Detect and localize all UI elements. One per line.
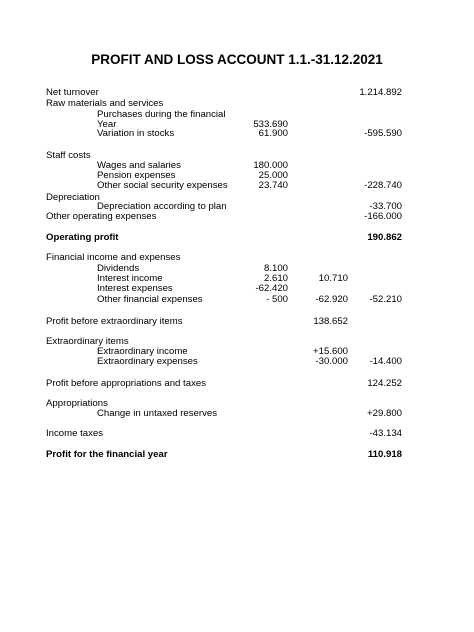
row-label: Other operating expenses [46,211,157,222]
statement-row [0,128,474,140]
row-label: Variation in stocks [97,128,175,139]
amount-c3: -228.740 [364,180,402,191]
statement-row [0,294,474,306]
row-label: Extraordinary items [46,336,129,347]
amount-c1: 23.740 [258,180,288,191]
row-label: Change in untaxed reserves [97,408,217,419]
row-label: Net turnover [46,87,99,98]
statement-row [0,449,474,461]
amount-c2: 10.710 [318,273,348,284]
row-label: Purchases during the financial [97,109,226,120]
amount-c1: 25.000 [258,170,288,181]
amount-c1: 180.000 [253,160,288,171]
statement-row [0,378,474,390]
statement-row [0,232,474,244]
amount-c1: 533.690 [253,119,288,130]
row-label: Wages and salaries [97,160,181,171]
row-label: Extraordinary income [97,346,188,357]
row-label: Pension expenses [97,170,176,181]
amount-c1: -62.420 [255,283,288,294]
amount-c3: -14.400 [369,356,402,367]
amount-c3: -52.210 [369,294,402,305]
amount-c2: -30.000 [315,356,348,367]
amount-c1: 8.100 [263,263,288,274]
row-label: Other social security expenses [97,180,228,191]
amount-c3: -595.590 [364,128,402,139]
row-label: Dividends [97,263,140,274]
row-label: Year [97,119,117,130]
amount-c3: 110.918 [367,449,402,460]
amount-c1: - 500 [266,294,288,305]
amount-c1: 2.610 [263,273,288,284]
row-label: Profit for the financial year [46,449,168,460]
row-label: Financial income and expenses [46,252,181,263]
row-label: Appropriations [46,398,108,409]
statement-row [0,356,474,368]
amount-c2: 138.652 [313,316,348,327]
statement-row [0,180,474,192]
row-label: Income taxes [46,428,104,439]
amount-c3: 190.862 [367,232,402,243]
amount-c3: +29.800 [367,408,402,419]
statement-row [0,428,474,440]
row-label: Operating profit [46,232,119,243]
row-label: Other financial expenses [97,294,203,305]
amount-c2: -62.920 [315,294,348,305]
amount-c2: +15.600 [313,346,348,357]
row-label: Extraordinary expenses [97,356,198,367]
page-title: PROFIT AND LOSS ACCOUNT 1.1.-31.12.2021 [91,52,383,67]
amount-c3: 1.214.892 [359,87,402,98]
statement-row [0,408,474,420]
row-label: Profit before appropriations and taxes [46,378,206,389]
amount-c3: -33.700 [369,201,402,212]
row-label: Interest income [97,273,163,284]
row-label: Interest expenses [97,283,173,294]
amount-c3: -166.000 [364,211,402,222]
amount-c1: 61.900 [258,128,288,139]
row-label: Depreciation according to plan [97,201,227,212]
row-label: Profit before extraordinary items [46,316,183,327]
amount-c3: 124.252 [367,378,402,389]
row-label: Raw materials and services [46,98,164,109]
statement-row [0,316,474,328]
row-label: Staff costs [46,150,91,161]
statement-row [0,211,474,223]
amount-c3: -43.134 [369,428,402,439]
row-label: Depreciation [46,192,100,203]
